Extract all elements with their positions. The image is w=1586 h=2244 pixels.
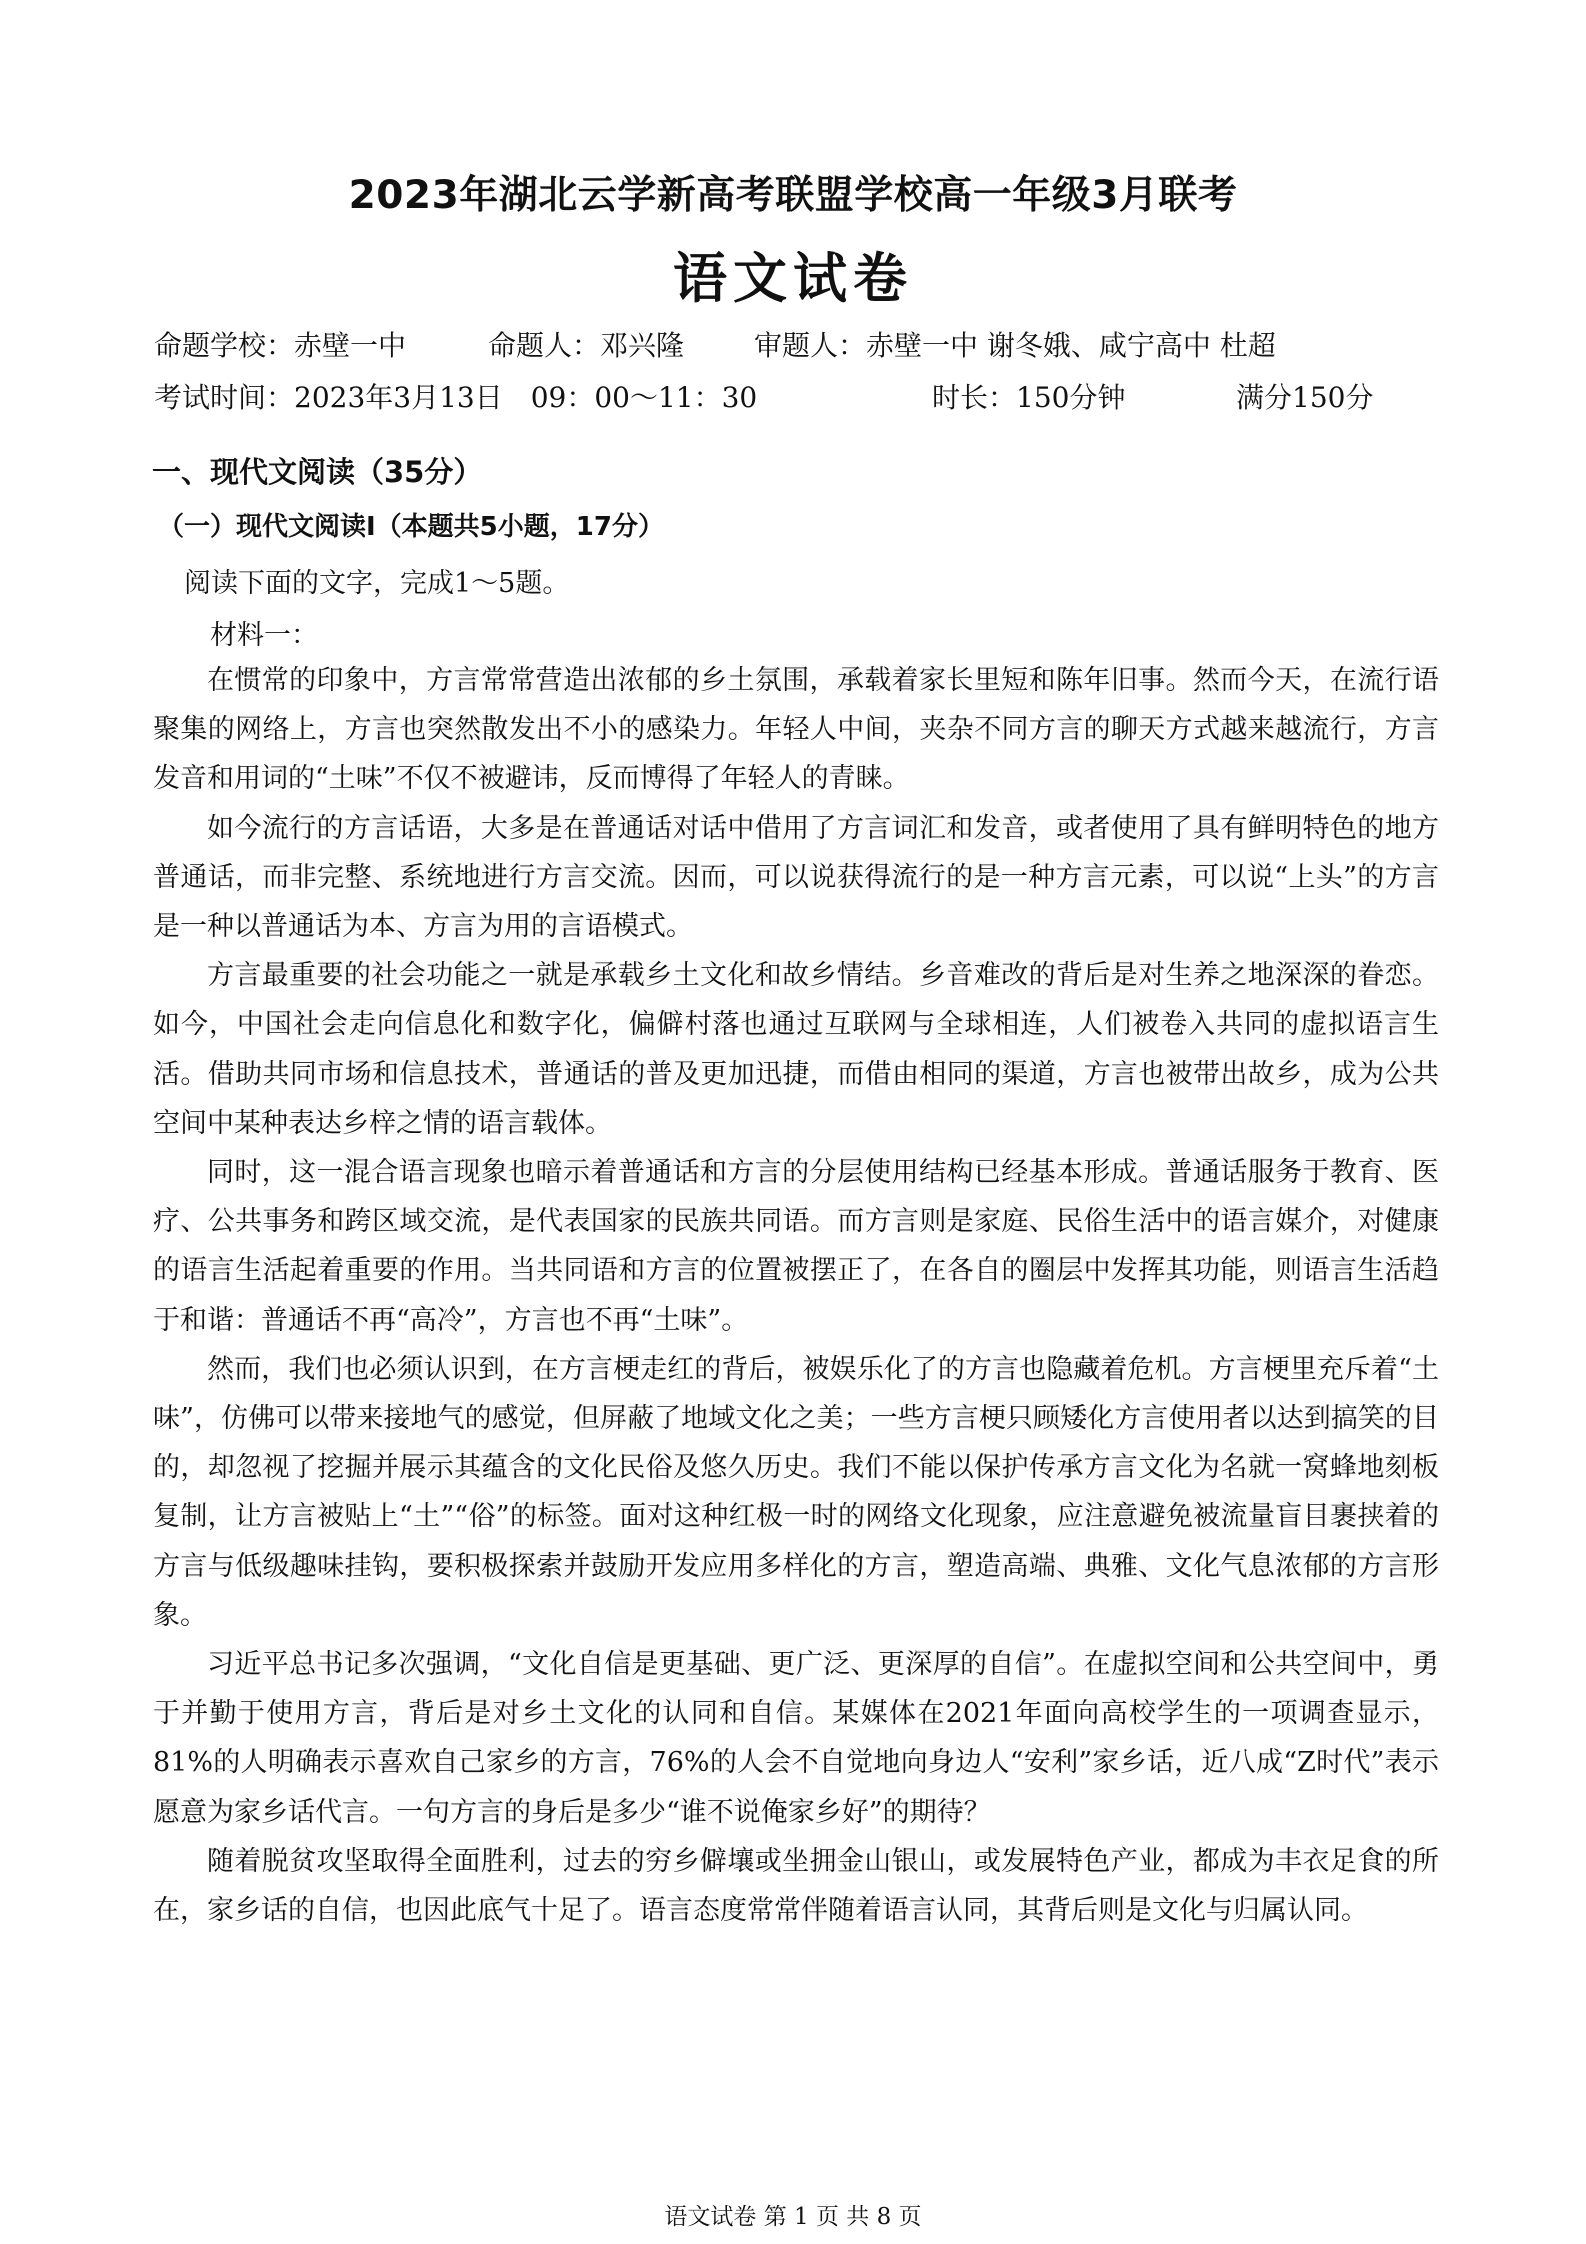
exam-subject-title: 语文试卷 [673, 247, 913, 310]
exam-info-line-1 [154, 326, 1454, 366]
passage-paragraph: 随着脱贫攻坚取得全面胜利，过去的穷乡僻壤或坐拥金山银山，或发展特色产业，都成为丰衣足食的所在，家乡话的自信，也因此底气十足了。语言态度常常伴随着语言认同，其背后则是文化与归属认同。 [153, 1845, 1439, 1927]
exam-school: 命题学校：赤壁一中 [154, 329, 407, 362]
passage-paragraph: 在惯常的印象中，方言常常营造出浓郁的乡土氛围，承载着家长里短和陈年旧事。然而今天，在流行语聚集的网络上，方言也突然散发出不小的感染力。年轻人中间，夹杂不同方言的聊天方式越来越流行，方言发音和用词的“土味”不仅不被避讳，反而博得了年轻人的青睐。 [153, 665, 1439, 795]
reading-passage [153, 656, 1439, 1935]
material-label: 材料一： [210, 620, 318, 651]
exam-info-line-2 [154, 378, 1454, 418]
passage-paragraph: 然而，我们也必须认识到，在方言梗走红的背后，被娱乐化了的方言也隐藏着危机。方言梗里充斥着“土味”，仿佛可以带来接地气的感觉，但屏蔽了地域文化之美；一些方言梗只顾矮化方言使用者以达到搞笑的目的，却忽视了挖掘并展示其蕴含的文化民俗及悠久历史。我们不能以保护传承方言文化为名就一窝蜂地刻板复制，让方言被贴上“土”“俗”的标签。面对这种红极一时的网络文化现象，应注意避免被流量盲目裹挟着的方言与低级趣味挂钩，要积极探索并鼓励开发应用多样化的方言，塑造高端、典雅、文化气息浓郁的方言形象。 [153, 1353, 1439, 1631]
section-heading: 一、现代文阅读（35分） [152, 455, 483, 489]
exam-reviewer: 审题人：赤壁一中 谢冬娥、咸宁高中 杜超 [754, 329, 1276, 362]
passage-paragraph: 同时，这一混合语言现象也暗示着普通话和方言的分层使用结构已经基本形成。普通话服务于教育、医疗、公共事务和跨区域交流，是代表国家的民族共同语。而方言则是家庭、民俗生活中的语言媒介，对健康的语言生活起着重要的作用。当共同语和方言的位置被摆正了，在各自的圈层中发挥其功能，则语言生活趋于和谐：普通话不再“高冷”，方言也不再“土味”。 [153, 1157, 1439, 1336]
reading-instruction: 阅读下面的文字，完成1～5题。 [184, 568, 570, 599]
exam-time: 考试时间：2023年3月13日 09：00～11：30 [154, 381, 758, 414]
passage-paragraph: 方言最重要的社会功能之一就是承载乡土文化和故乡情结。乡音难改的背后是对生养之地深深的眷恋。如今，中国社会走向信息化和数字化，偏僻村落也通过互联网与全球相连，人们被卷入共同的虚拟语言生活。借助共同市场和信息技术，普通话的普及更加迅捷，而借由相同的渠道，方言也被带出故乡，成为公共空间中某种表达乡梓之情的语言载体。 [153, 960, 1439, 1139]
part-heading: （一）现代文阅读Ⅰ（本题共5小题，17分） [158, 512, 664, 542]
passage-paragraph: 如今流行的方言话语，大多是在普通话对话中借用了方言词汇和发音，或者使用了具有鲜明特色的地方普通话，而非完整、系统地进行方言交流。因而，可以说获得流行的是一种方言元素，可以说“上头”的方言是一种以普通话为本、方言为用的言语模式。 [153, 812, 1439, 943]
exam-duration: 时长：150分钟 [932, 381, 1126, 414]
exam-full-score: 满分150分 [1236, 381, 1374, 414]
exam-title: 2023年湖北云学新高考联盟学校高一年级3月联考 [348, 173, 1238, 218]
page-footer: 语文试卷 第 1 页 共 8 页 [664, 2204, 922, 2230]
passage-paragraph: 习近平总书记多次强调，“文化自信是更基础、更广泛、更深厚的自信”。在虚拟空间和公共空间中，勇于并勤于使用方言，背后是对乡土文化的认同和自信。某媒体在2021年面向高校学生的一项调查显示，81%的人明确表示喜欢自己家乡的方言，76%的人会不自觉地向身边人“安利”家乡话，近八成“Z时代”表示愿意为家乡话代言。一句方言的身后是多少“谁不说俺家乡好”的期待？ [153, 1649, 1439, 1828]
exam-author: 命题人：邓兴隆 [488, 329, 685, 362]
